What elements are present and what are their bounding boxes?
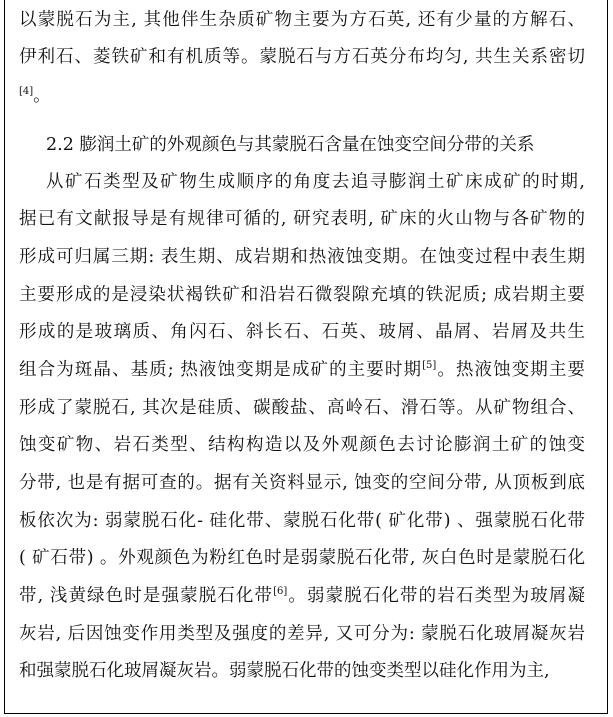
line-10-part-2: 。热液蚀变期主要 — [436, 360, 585, 380]
text-line-2: 伊利石、菱铁矿和有机质等。蒙脱石与方石英分布均匀, 共生关系密切 — [19, 47, 585, 67]
text-line-5: 从矿石类型及矿物生成顺序的角度去追寻膨润土矿床成矿的时期, — [46, 172, 585, 192]
text-line-6: 据已有文献报导是有规律可循的, 研究表明, 矿床的火山物与各矿物的 — [19, 209, 585, 229]
text-line-1: 以蒙脱石为主, 其他伴生杂质矿物主要为方石英, 还有少量的方解石、 — [19, 10, 585, 30]
text-line-9: 形成的是玻璃质、角闪石、斜长石、石英、玻屑、晶屑、岩屑及共生 — [19, 322, 585, 342]
text-line-8: 主要形成的是浸染状褐铁矿和沿岩石微裂隙充填的铁泥质; 成岩期主要 — [19, 285, 585, 305]
text-line-14: 板依次为: 弱蒙脱石化- 硅化带、蒙脱石化带( 矿化带) 、强蒙脱石化带 — [19, 511, 585, 531]
section-heading: 2.2 膨润土矿的外观颜色与其蒙脱石含量在蚀变空间分带的关系 — [46, 135, 535, 155]
line-16-part-2: 。弱蒙脱石化带的岩石类型为玻屑凝 — [287, 586, 586, 606]
text-line-3 — [19, 85, 51, 107]
text-line-16 — [19, 585, 585, 607]
text-line-11: 形成了蒙脱石, 其次是硅质、碳酸盐、高岭石、滑石等。从矿物组合、 — [19, 398, 585, 418]
citation-4: [4] — [19, 86, 34, 98]
citation-5: [5] — [422, 360, 437, 372]
text-line-12: 蚀变矿物、岩石类型、结构构造以及外观颜色去讨论膨润土矿的蚀变 — [19, 435, 585, 455]
text-line-18: 和强蒙脱石化玻屑凝灰岩。弱蒙脱石化带的蚀变类型以硅化作用为主, — [19, 661, 550, 681]
text-line-17: 灰岩, 后因蚀变作用类型及强度的差异, 又可分为: 蒙脱石化玻屑凝灰岩 — [19, 624, 585, 644]
citation-6: [6] — [273, 586, 288, 598]
text-line-10 — [19, 359, 585, 381]
text-line-7: 形成可归属三期: 表生期、成岩期和热液蚀变期。在蚀变过程中表生期 — [19, 247, 585, 267]
line-10-part-1: 组合为斑晶、基质; 热液蚀变期是成矿的主要时期 — [19, 360, 423, 380]
text-line-13: 分带, 也是有据可查的。据有关资料显示, 蚀变的空间分带, 从顶板到底 — [19, 473, 585, 493]
text-line-15: ( 矿石带) 。外观颜色为粉红色时是弱蒙脱石化带, 灰白色时是蒙脱石化 — [19, 548, 585, 568]
line-3-end: 。 — [33, 86, 51, 106]
line-16-part-1: 带, 浅黄绿色时是强蒙脱石化带 — [19, 586, 274, 606]
